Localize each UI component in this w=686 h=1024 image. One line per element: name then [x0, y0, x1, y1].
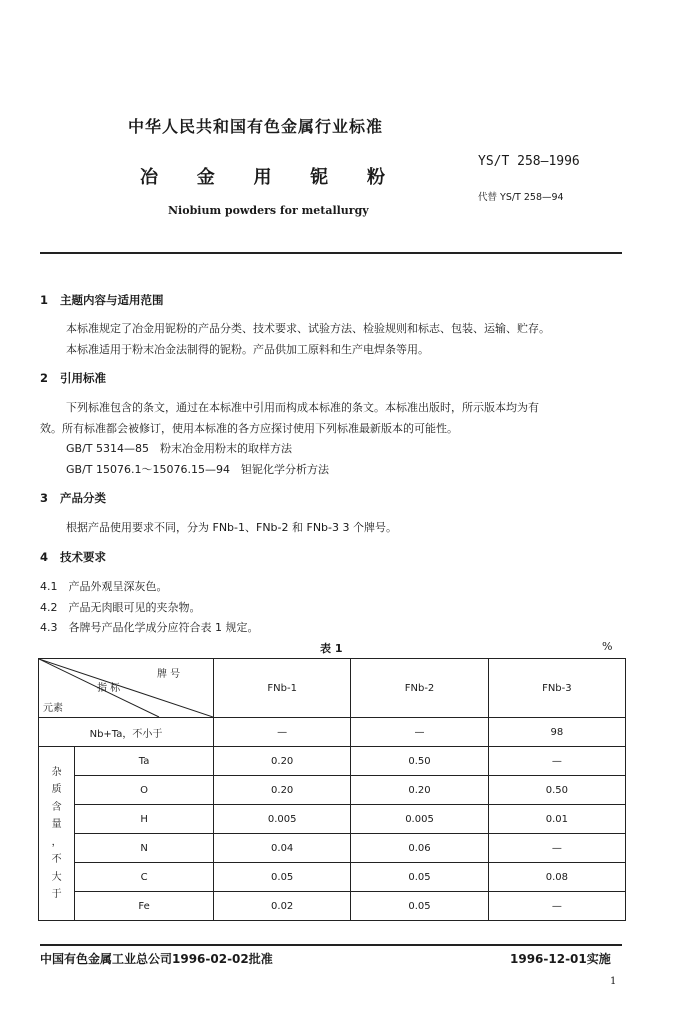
element-cell: N [75, 834, 214, 863]
grade-column-header: FNb-1 [214, 659, 351, 718]
section-2-heading [40, 370, 106, 386]
title-char: 冶 [140, 167, 158, 188]
paragraph: 下列标准包含的条文，通过在本标准中引用而构成本标准的条文。本标准出版时，所示版本均为有 [66, 401, 539, 414]
section-title: 主题内容与适用范围 [60, 293, 164, 307]
table-row [39, 776, 626, 805]
reference-item: GB/T 15076.1～15076.15—94 钽铌化学分析方法 [66, 463, 329, 476]
title-char: 用 [253, 167, 272, 188]
grade-column-header: FNb-2 [351, 659, 488, 718]
diagonal-lines [39, 659, 213, 717]
table-cell: 98 [488, 718, 625, 747]
table-row [39, 892, 626, 921]
table-cell: 0.005 [214, 805, 351, 834]
element-cell: H [75, 805, 214, 834]
effective-date: 1996-12-01实施 [510, 952, 611, 966]
impurity-label-char: 杂 [51, 766, 62, 778]
grade-header: 牌 号 [157, 669, 181, 680]
element-cell: Fe [75, 892, 214, 921]
table-cell: 0.05 [214, 863, 351, 892]
table-cell: — [488, 892, 625, 921]
table-cell: 0.08 [488, 863, 625, 892]
impurity-label-char: 不 [51, 854, 62, 865]
table-cell: 0.005 [351, 805, 488, 834]
table-cell: — [488, 834, 625, 863]
impurity-label [39, 747, 75, 921]
impurity-label-char: 含 [51, 801, 62, 813]
table-cell: — [488, 747, 625, 776]
paragraph: 本标准规定了冶金用铌粉的产品分类、技术要求、试验方法、检验规则和标志、包装、运输、贮存。 [66, 322, 550, 335]
index-header: 指 标 [97, 683, 121, 694]
table-caption: 表 1 [320, 642, 343, 655]
replaces-code: 代替 YS/T 258—94 [478, 192, 564, 203]
standard-title [140, 163, 385, 189]
clause: 4.3 各牌号产品化学成分应符合表 1 规定。 [40, 621, 259, 634]
table-cell: 0.20 [214, 747, 351, 776]
element-header: 元素 [43, 703, 63, 714]
reference-item: GB/T 5314—85 粉末冶金用粉末的取样方法 [66, 442, 292, 455]
paragraph: 效。所有标准都会被修订，使用本标准的各方应探讨使用下列标准最新版本的可能性。 [40, 422, 458, 435]
element-cell: Ta [75, 747, 214, 776]
paragraph: 本标准适用于粉末冶金法制得的铌粉。产品供加工原料和生产电焊条等用。 [66, 343, 429, 356]
title-char: 金 [196, 167, 215, 188]
section-3-heading [40, 490, 106, 506]
section-number: 1 [40, 293, 49, 307]
table-cell: — [214, 718, 351, 747]
footer-divider [40, 944, 622, 946]
clause: 4.1 产品外观呈深灰色。 [40, 580, 168, 593]
section-title: 产品分类 [60, 491, 106, 505]
table-cell: 0.50 [488, 776, 625, 805]
table-cell: 0.01 [488, 805, 625, 834]
english-title: Niobium powders for metallurgy [168, 204, 369, 217]
impurity-label-char: ， [51, 836, 62, 848]
section-title: 引用标准 [60, 371, 106, 385]
standard-code: YS/T 258—1996 [478, 154, 580, 169]
table-cell: 0.20 [351, 776, 488, 805]
table-cell: 0.05 [351, 892, 488, 921]
approval-line: 中国有色金属工业总公司1996-02-02批准 [40, 952, 273, 966]
section-number: 4 [40, 550, 49, 564]
table-cell: — [351, 718, 488, 747]
table-cell: 0.20 [214, 776, 351, 805]
table-cell: 0.50 [351, 747, 488, 776]
section-4-heading [40, 549, 106, 565]
section-title: 技术要求 [60, 550, 106, 564]
grade-column-header: FNb-3 [488, 659, 625, 718]
table-cell: 0.02 [214, 892, 351, 921]
title-char: 粉 [367, 167, 385, 188]
header-divider [40, 252, 622, 254]
table-row [39, 718, 626, 747]
impurity-label-char: 质 [51, 784, 62, 795]
title-char: 铌 [310, 167, 329, 188]
composition-table [38, 658, 626, 921]
table-cell: 0.04 [214, 834, 351, 863]
paragraph: 根据产品使用要求不同，分为 FNb-1、FNb-2 和 FNb-3 3 个牌号。 [66, 521, 397, 534]
impurity-label-char: 量 [51, 819, 62, 830]
table-row [39, 834, 626, 863]
organization-title: 中华人民共和国有色金属行业标准 [128, 117, 384, 136]
table-row [39, 863, 626, 892]
section-1-heading [40, 292, 164, 308]
main-component-label: Nb+Ta，不小于 [39, 718, 214, 747]
section-number: 2 [40, 371, 49, 385]
page-number: 1 [610, 976, 617, 987]
section-number: 3 [40, 491, 49, 505]
table-row [39, 805, 626, 834]
diagonal-header-cell [39, 659, 214, 718]
element-cell: O [75, 776, 214, 805]
table-header-row [39, 659, 626, 718]
table-unit: % [602, 640, 613, 653]
impurity-label-char: 于 [51, 889, 62, 900]
element-cell: C [75, 863, 214, 892]
clause: 4.2 产品无肉眼可见的夹杂物。 [40, 601, 201, 614]
impurity-label-char: 大 [51, 871, 62, 883]
table-row [39, 747, 626, 776]
table-cell: 0.05 [351, 863, 488, 892]
table-cell: 0.06 [351, 834, 488, 863]
